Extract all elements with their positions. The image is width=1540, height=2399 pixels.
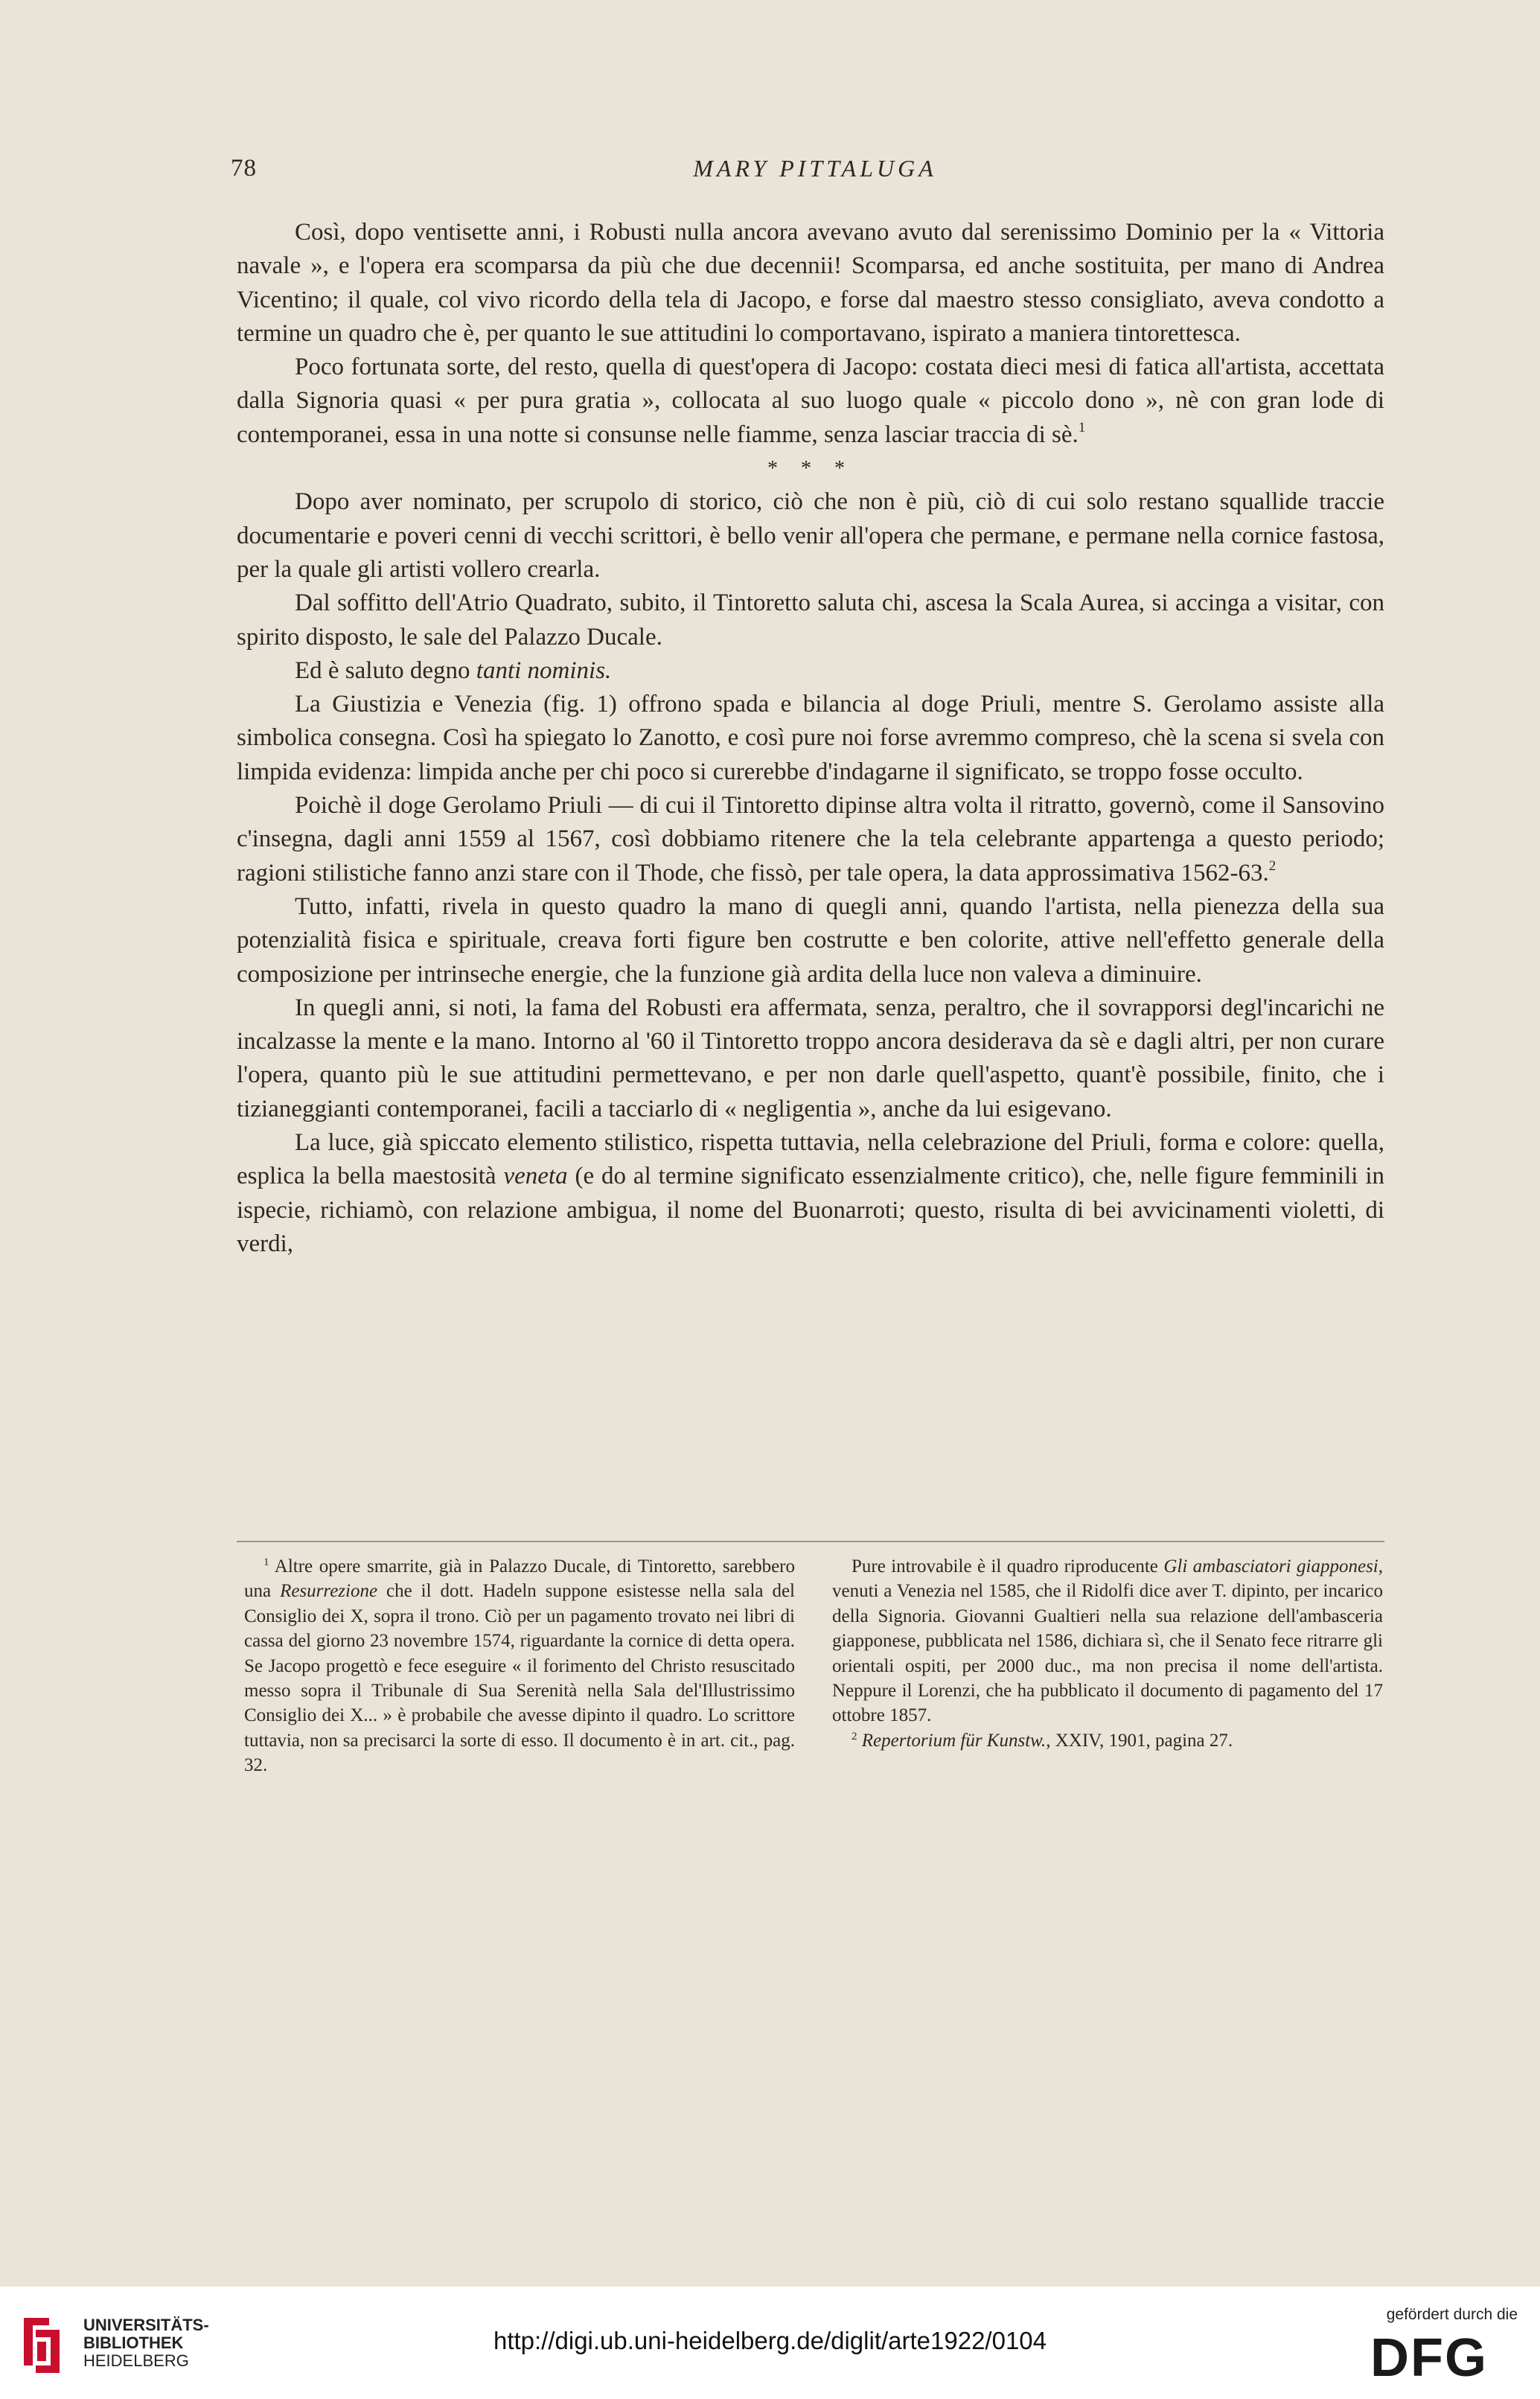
paragraph-text: Poichè il doge Gerolamo Priuli — di cui il Tintoretto dipinse altra volta il ritratto, governò, come il Sansovino c'insegna, dagli anni 1559 al 1567, così dobbiamo ritenere che la tela celebrante appartenga a questo periodo; ragioni stilistiche fanno anzi stare con il Thode, che fissò, per tale opera, la data approssimativa 1562-63. — [237, 792, 1384, 887]
paragraph — [237, 688, 1384, 789]
footnote-1-continued — [832, 1554, 1383, 1728]
footnote-text: , XXIV, 1901, pagina 27. — [1046, 1730, 1233, 1751]
paragraph — [237, 789, 1384, 890]
footnote-column-left — [244, 1554, 795, 1778]
paragraph — [237, 890, 1384, 991]
italic-phrase: Repertorium für Kunstw. — [861, 1730, 1047, 1751]
paragraph-text: Così, dopo ventisette anni, i Robusti nulla ancora avevano avuto dal serenissimo Dominio per la « Vittoria navale », e l'opera era scomparsa da più che due decennii! Scomparsa, ed anche sostituita, per mano di Andrea Vicentino; il quale, col vivo ricordo della tela di Jacopo, e forse dal maestro stesso consigliato, aveva condotto a termine un quadro che è, per quanto le sue attitudini lo comportavano, ispirato a maniera tintorettesca. — [237, 219, 1384, 347]
dfg-logo-text: DFG — [1370, 2333, 1488, 2380]
paragraph — [237, 991, 1384, 1126]
library-name-line: HEIDELBERG — [83, 2351, 189, 2370]
paragraph-text: Dal soffitto dell'Atrio Quadrato, subito, il Tintoretto saluta chi, ascesa la Scala Aurea, si accinga a visitar, con spirito disposto, le sale del Palazzo Ducale. — [237, 590, 1384, 651]
digitization-banner — [0, 2287, 1540, 2399]
page-header — [231, 155, 1399, 192]
section-separator: * * * — [767, 457, 854, 481]
italic-phrase: tanti nominis. — [476, 657, 612, 684]
paragraph-text: Dopo aver nominato, per scrupolo di storico, ciò che non è più, ciò di cui solo restano squallide traccie documentarie e poveri cenni di vecchi scrittori, è bello venir all'opera che permane, e permane nella cornice fastosa, per la quale gli artisti vollero crearla. — [237, 488, 1384, 583]
paragraph-text: Ed è saluto degno — [295, 657, 476, 684]
footnote-text: che il dott. Hadeln suppone esistesse nella sala del Consiglio dei X, sopra il trono. Ciò per un pagamento trovato nei libri di cassa del giorno 23 novembre 1574, riguardante la cornice di detta opera. Se Jacopo progettò e fece eseguire « il forimento del Christo resuscitado messo sopra il Tribunale di Sua Serenità nella Sala del'Illustrissimo Consiglio dei X... » è probabile che avesse dipinto il quadro. Lo scrittore tuttavia, non sa precisarci la sorte di esso. Il documento è in art. cit., pag. 32. — [244, 1581, 795, 1776]
paragraph — [237, 654, 1384, 688]
library-name-line: UNIVERSITÄTS- — [83, 2316, 209, 2334]
footnote-2 — [832, 1728, 1383, 1753]
paragraph — [237, 485, 1384, 587]
paragraph-text: La Giustizia e Venezia (fig. 1) offrono spada e bilancia al doge Priuli, mentre S. Gerolamo assiste alla simbolica consegna. Così ha spiegato lo Zanotto, e così pure noi forse avremmo compreso, chè la scena si svela con limpida evidenza: limpida anche per chi poco si curerebbe d'indagarne il significato, se troppo fosse occulto. — [237, 691, 1384, 785]
footnote-mark: 1 — [263, 1556, 269, 1568]
paragraph — [237, 351, 1384, 452]
footnote-text: Altre opere smarrite, già in Palazzo Ducale, di Tintoretto, sarebbero una — [244, 1556, 795, 1602]
footnote-text: Pure introvabile è il quadro riproducente — [852, 1556, 1164, 1577]
funding-caption: gefördert durch die — [1386, 2306, 1518, 2323]
paragraph-text: Tutto, infatti, rivela in questo quadro la mano di quegli anni, quando l'artista, nella pienezza della sua potenzialità fisica e spirituale, creava forti figure ben costrutte e ben colorite, attive nell'effetto generale della composizione per intrinseche energie, che la funzione già ardita della luce non valeva a diminuire. — [237, 892, 1384, 988]
footnote-divider — [237, 1541, 1384, 1542]
page-number: 78 — [231, 155, 257, 182]
italic-phrase: Gli ambasciatori giapponesi — [1163, 1556, 1378, 1577]
footnote-mark: 2 — [852, 1730, 857, 1742]
paragraph-text: In quegli anni, si noti, la fama del Robusti era affermata, senza, peraltro, che il sovrapporsi degl'incarichi ne incalzasse la mente e la mano. Intorno al '60 il Tintoretto troppo ancora desiderava da sè e dagli altri, per non curare l'opera, quanto più le sue attitudini permettevano, e per non darle quell'aspetto, quant'è possibile, finito, che i tizianeggianti contemporanei, facili a tacciarlo di « negligentia », anche da lui esigevano. — [237, 994, 1384, 1122]
paragraph — [237, 216, 1384, 351]
footnote-ref[interactable]: 2 — [1268, 857, 1277, 874]
dfg-logo-icon — [1370, 2333, 1516, 2380]
footnote-ref[interactable]: 1 — [1078, 419, 1086, 435]
italic-phrase: veneta — [503, 1163, 568, 1190]
running-head: MARY PITTALUGA — [693, 155, 937, 182]
footnote-column-right — [832, 1554, 1383, 1753]
footnote-1 — [244, 1554, 795, 1778]
main-text — [237, 216, 1384, 1261]
paragraph-text: La luce, già spiccato elemento stilistico, rispetta tuttavia, nella celebrazione del Priuli, forma e colore: quella, esplica la bella maestosità — [237, 1129, 1384, 1190]
paragraph-text: (e do al termine significato essenzialmente critico), che, nelle figure femminili in ispecie, richiamò, con relazione ambigua, il nome del Buonarroti; questo, risulta di bei avvicinamenti violetti, di verdi, — [237, 1163, 1385, 1257]
footnote-text: , venuti a Venezia nel 1585, che il Ridolfi dice aver T. dipinto, per incarico della Signoria. Giovanni Gualtieri nella sua relazione dell'ambasceria giapponese, pubblicata nel 1586, dichiara sì, che il Senato fece ritrarre gli orientali ospiti, per 2000 duc., ma non precisa il nome dell'artista. Neppure il Lorenzi, che ha pubblicato il documento di pagamento del 17 ottobre 1857. — [832, 1556, 1384, 1726]
library-name-line: BIBLIOTHEK — [83, 2333, 184, 2352]
italic-phrase: Resurrezione — [280, 1581, 378, 1602]
paragraph — [237, 587, 1384, 654]
paragraph-text: Poco fortunata sorte, del resto, quella di quest'opera di Jacopo: costata dieci mesi di fatica all'artista, accettata dalla Signoria quasi « per pura gratia », collocata al suo luogo quale « piccolo dono », nè con gran lode di contemporanei, essa in una notte si consunse nelle fiamme, senza lasciar traccia di sè. — [237, 354, 1384, 448]
permalink-url[interactable]: http://digi.ub.uni-heidelberg.de/diglit/arte1922/0104 — [493, 2327, 1047, 2354]
paragraph — [237, 1126, 1384, 1261]
